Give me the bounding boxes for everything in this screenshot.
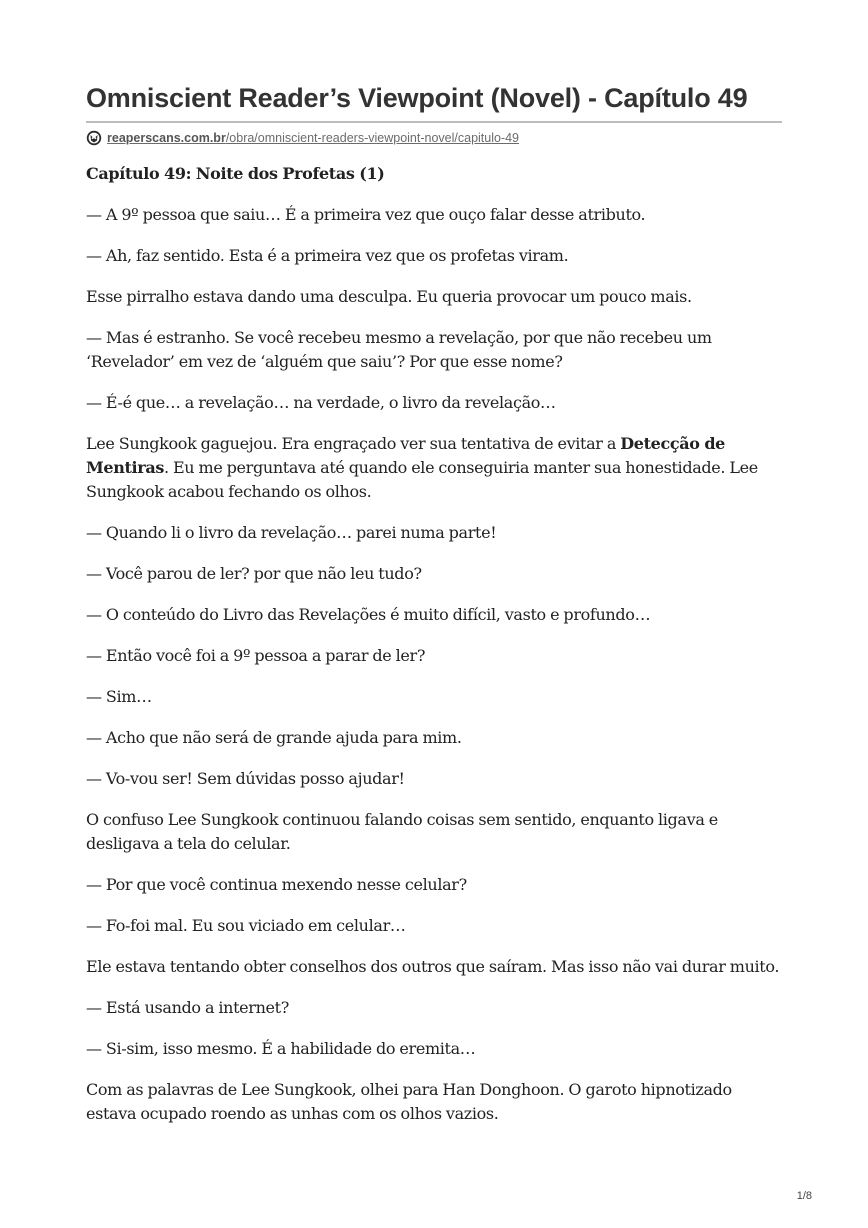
paragraph: — Si-sim, isso mesmo. É a habilidade do eremita… [86, 1039, 476, 1058]
paragraph: — Fo-foi mal. Eu sou viciado em celular… [86, 916, 406, 935]
paragraph-text: Lee Sungkook gaguejou. Era engraçado ver sua tentativa de evitar a [86, 434, 621, 453]
title-divider [86, 121, 782, 123]
paragraph: — A 9º pessoa que saiu… É a primeira vez que ouço falar desse atributo. [86, 205, 646, 224]
paragraph: — Está usando a internet? [86, 998, 289, 1017]
paragraph: — Então você foi a 9º pessoa a parar de ler? [86, 646, 426, 665]
paragraph: O confuso Lee Sungkook continuou falando coisas sem sentido, enquanto ligava e desligava a tela do celular. [86, 810, 718, 853]
paragraph: — Ah, faz sentido. Esta é a primeira vez que os profetas viram. [86, 246, 569, 265]
paragraph: Com as palavras de Lee Sungkook, olhei para Han Donghoon. O garoto hipnotizado estava ocupado roendo as unhas com os olhos vazios. [86, 1080, 732, 1123]
paragraph-text: . Eu me perguntava até quando ele conseguiria manter sua honestidade. Lee Sungkook acabou fechando os olhos. [86, 458, 758, 501]
skill-name-bold: Detecção de Mentiras [86, 434, 726, 477]
chapter-content [86, 162, 782, 1126]
paragraph: — Você parou de ler? por que não leu tudo? [86, 564, 422, 583]
page-number: 1/8 [796, 1190, 812, 1202]
source-line [86, 127, 782, 149]
chapter-heading: Capítulo 49: Noite dos Profetas (1) [86, 164, 385, 183]
paragraph: — Sim… [86, 687, 152, 706]
paragraph: — Mas é estranho. Se você recebeu mesmo a revelação, por que não recebeu um ‘Revelador’ em vez de ‘alguém que saiu’? Por que esse nome? [86, 328, 712, 371]
page-title: Omniscient Reader’s Viewpoint (Novel) - Capítulo 49 [86, 83, 748, 113]
paragraph: Esse pirralho estava dando uma desculpa. Eu queria provocar um pouco mais. [86, 287, 692, 306]
source-domain: reaperscans.com.br [107, 131, 226, 145]
site-favicon-icon [86, 130, 102, 146]
paragraph: — O conteúdo do Livro das Revelações é muito difícil, vasto e profundo… [86, 605, 651, 624]
paragraph: — Acho que não será de grande ajuda para mim. [86, 728, 462, 747]
paragraph [86, 432, 782, 504]
paragraph: Ele estava tentando obter conselhos dos outros que saíram. Mas isso não vai durar muito. [86, 957, 780, 976]
paragraph: — Quando li o livro da revelação… parei numa parte! [86, 523, 497, 542]
paragraph: — Por que você continua mexendo nesse celular? [86, 875, 467, 894]
source-url-link[interactable] [107, 131, 519, 145]
source-path: /obra/omniscient-readers-viewpoint-novel/capitulo-49 [225, 131, 520, 145]
paragraph: — Vo-vou ser! Sem dúvidas posso ajudar! [86, 769, 405, 788]
document-page [86, 80, 782, 1143]
paragraph: — É-é que… a revelação… na verdade, o livro da revelação… [86, 393, 556, 412]
